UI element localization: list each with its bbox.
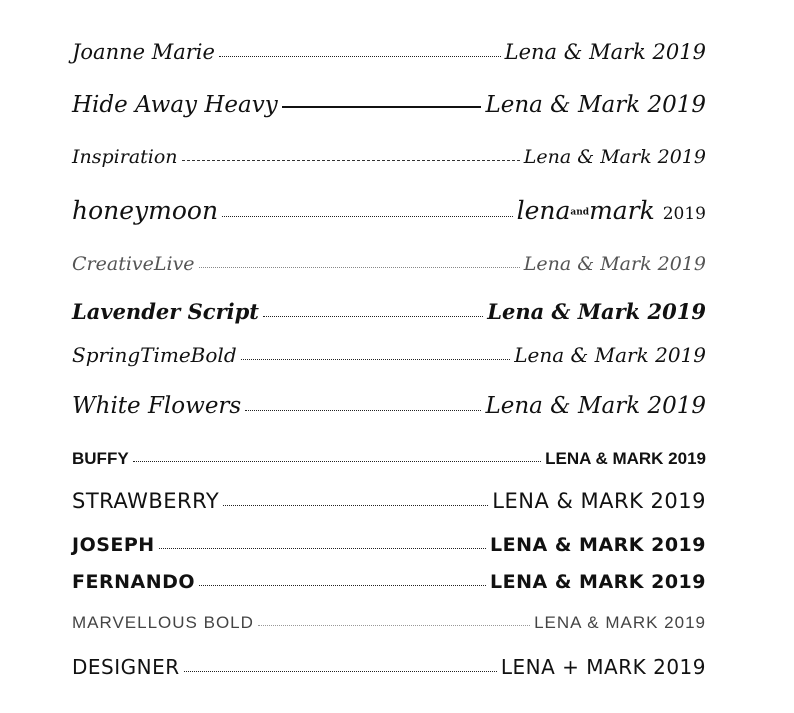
- font-row-white-flowers: [72, 393, 706, 419]
- font-sample-text: Lena & Mark 2019: [487, 299, 706, 324]
- font-row-springtimebold: [72, 343, 706, 367]
- font-name: DESIGNER: [72, 655, 180, 679]
- font-row-lavender-script: [72, 299, 706, 324]
- font-sample-text: [517, 196, 706, 225]
- dotted-leader: [222, 216, 513, 217]
- dotted-leader: [199, 267, 520, 268]
- dotted-leader: [263, 316, 483, 317]
- font-row-buffy: [72, 449, 706, 469]
- font-sample-text: Lena & Mark 2019: [523, 146, 706, 168]
- font-name: FERNANDO: [72, 571, 196, 593]
- font-name: honeymoon: [72, 196, 219, 225]
- sample-name-lena: lena: [516, 196, 571, 225]
- font-sample-text: LENA & MARK 2019: [534, 613, 706, 632]
- font-sample-text: Lena & Mark 2019: [514, 343, 706, 367]
- dotted-leader: [219, 56, 501, 57]
- font-name: Hide Away Heavy: [72, 92, 278, 118]
- dotted-leader: [133, 461, 541, 462]
- font-row-hide-away-heavy: [72, 92, 706, 118]
- font-name: BUFFY: [72, 449, 129, 468]
- dotted-leader: [199, 585, 486, 586]
- font-row-marvellous-bold: [72, 613, 706, 633]
- font-sample-text: LENA & MARK 2019: [492, 489, 706, 513]
- font-sample-text: LENA & MARK 2019: [545, 449, 706, 468]
- font-sample-text: Lena & Mark 2019: [523, 253, 706, 275]
- sample-ampersand-word: and: [570, 207, 590, 218]
- font-sample-text: Lena & Mark 2019: [504, 40, 706, 64]
- dotted-leader: [223, 505, 488, 506]
- font-sample-text: LENA + MARK 2019: [500, 655, 706, 679]
- font-row-fernando: [72, 571, 706, 593]
- dotted-leader: [241, 359, 511, 360]
- font-sample-text: LENA & MARK 2019: [490, 571, 706, 593]
- sample-name-mark: mark: [589, 196, 655, 225]
- font-name: White Flowers: [72, 393, 242, 419]
- font-row-designer: [72, 655, 706, 679]
- font-name: MARVELLOUS BOLD: [72, 613, 254, 632]
- dotted-leader: [245, 410, 481, 411]
- dotted-leader: [159, 548, 486, 549]
- font-row-inspiration: [72, 146, 706, 168]
- dashed-leader: [182, 160, 520, 161]
- sample-year: 2019: [662, 204, 706, 224]
- font-name: STRAWBERRY: [72, 489, 220, 513]
- dotted-leader: [258, 625, 530, 626]
- dotted-leader: [184, 671, 497, 672]
- font-row-joanne-marie: [72, 40, 706, 64]
- font-row-creativelive: [72, 253, 706, 275]
- font-sample-text: Lena & Mark 2019: [485, 393, 706, 419]
- font-name: SpringTimeBold: [72, 343, 237, 367]
- solid-leader: [282, 106, 482, 108]
- font-name: Joanne Marie: [72, 40, 215, 64]
- font-sample-text: Lena & Mark 2019: [485, 92, 706, 118]
- font-row-joseph: [72, 534, 706, 556]
- font-row-honeymoon: [72, 196, 706, 225]
- font-sample-text: LENA & MARK 2019: [490, 534, 706, 556]
- font-name: JOSEPH: [72, 534, 155, 556]
- font-name: Lavender Script: [72, 299, 260, 324]
- font-row-strawberry: [72, 489, 706, 513]
- font-name: Inspiration: [72, 146, 178, 168]
- font-name: CreativeLive: [72, 253, 195, 275]
